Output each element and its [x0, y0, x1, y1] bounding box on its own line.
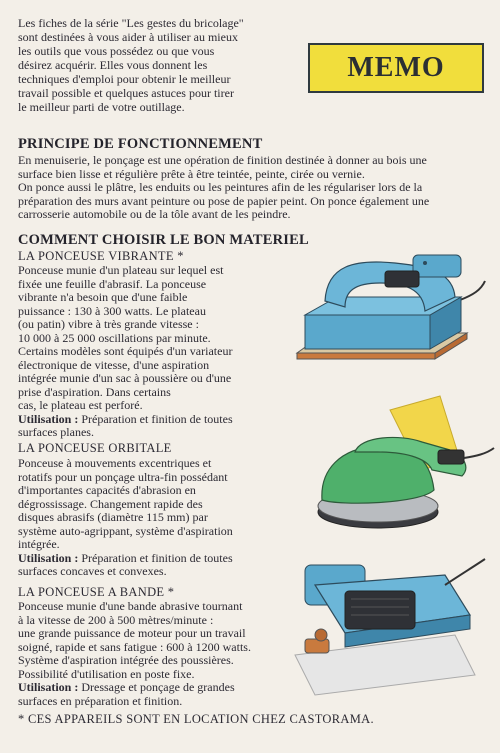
usage-text: Préparation et finition de toutes [78, 550, 233, 565]
principe-line: surface bien lisse et régulière prête à être teintée, peinte, cirée ou vernie. [18, 166, 365, 181]
vibrante-line: prise d'aspiration. Dans certains [18, 384, 171, 399]
subtitle-vibrante: LA PONCEUSE VIBRANTE * [18, 249, 184, 263]
vibrating-sander-illustration [285, 245, 490, 395]
section-title-choisir: COMMENT CHOISIR LE BON MATERIEL [18, 232, 309, 248]
section-title-principe: PRINCIPE DE FONCTIONNEMENT [18, 136, 263, 152]
usage-label: Utilisation : [18, 550, 79, 565]
principe-line: carrosserie automobile ou de la tôle avant de les peindre. [18, 207, 291, 221]
vibrante-line: fixée une feuille d'abrasif. La ponceuse [18, 276, 207, 291]
memo-label: MEMO [347, 52, 445, 83]
bande-description [18, 600, 286, 708]
principe-line: On ponce aussi le plâtre, les enduits ou les peintures afin de les régulariser lors de la [18, 180, 423, 194]
intro-line: sont destinées à vous aider à utiliser au mieux [18, 30, 238, 44]
orbitale-usage-line: surfaces concaves et convexes. [18, 564, 167, 578]
bande-usage-line: surfaces en préparation et finition. [18, 693, 183, 708]
vibrante-line: vibrante n'a besoin que d'une faible [18, 290, 188, 304]
usage-label: Utilisation : [18, 680, 79, 694]
vibrante-line: puissance : 130 à 300 watts. Le plateau [18, 303, 206, 318]
vibrante-line: Ponceuse munie d'un plateau sur lequel est [18, 263, 224, 277]
bande-line: soigné, rapide et sans fatigue : 600 à 1200 watts. [18, 639, 251, 654]
belt-sander-illustration [285, 555, 490, 705]
bande-line: Système d'aspiration intégrée des poussières. [18, 653, 234, 667]
vibrante-usage [18, 413, 268, 427]
orbitale-line: d'importantes capacités d'abrasion en [18, 483, 196, 497]
orbitale-description [18, 457, 288, 579]
bande-usage [18, 681, 286, 695]
orbitale-line: Ponceuse à mouvements excentriques et [18, 456, 212, 470]
intro-line: les outils que vous possédez ou que vous [18, 44, 215, 58]
orbitale-line: rotatifs pour un ponçage ultra-fin possédant [18, 469, 228, 484]
orbital-sander-illustration [300, 390, 495, 540]
orbitale-usage [18, 552, 288, 566]
vibrante-line: intégrée munie d'un sac à poussière ou d'une [18, 371, 232, 385]
vibrante-line: Certains modèles sont équipés d'un variateur [18, 344, 233, 358]
intro-line: techniques d'emploi pour obtenir le meilleur [18, 72, 231, 86]
bande-line: Ponceuse munie d'une bande abrasive tournant [18, 599, 243, 613]
orbitale-line: système auto-agrippant, système d'aspiration [18, 523, 233, 538]
orbitale-line: dégrossissage. Changement rapide des [18, 496, 203, 511]
usage-text: Dressage et ponçage de grandes [78, 680, 235, 694]
vibrante-line: 10 000 à 25 000 oscillations par minute. [18, 330, 211, 345]
principe-line: En menuiserie, le ponçage est une opération de finition destinée à donner au bois une [18, 153, 427, 167]
usage-label: Utilisation : [18, 411, 79, 426]
vibrante-line: électronique de vitesse, d'une aspiration [18, 357, 210, 372]
vibrante-description [18, 264, 268, 440]
intro-line: le meilleur parti de votre outillage. [18, 100, 185, 114]
intro-line: Les fiches de la série "Les gestes du bricolage" [18, 16, 244, 30]
vibrante-usage-line: surfaces planes. [18, 425, 94, 439]
bande-line: à la vitesse de 200 à 500 mètres/minute : [18, 612, 214, 627]
vibrante-line: (ou patin) vibre à très grande vitesse : [18, 317, 199, 331]
intro-line: travail possible et quelques astuces pour tirer [18, 86, 234, 100]
orbitale-line: disques abrasifs (diamètre 115 mm) par [18, 510, 208, 524]
principe-paragraph [18, 154, 488, 222]
footnote: * CES APPAREILS SONT EN LOCATION CHEZ CASTORAMA. [18, 712, 374, 726]
orbitale-line: intégrée. [18, 537, 60, 551]
vibrante-line: cas, le plateau est perforé. [18, 398, 143, 412]
intro-line: désirez acquérir. Elles vous donnent les [18, 58, 208, 72]
principe-line: préparation des murs avant peinture ou pose de papier peint. On ponce également une [18, 193, 430, 208]
intro-paragraph [18, 16, 280, 114]
usage-text: Préparation et finition de toutes [78, 411, 233, 426]
memo-badge [308, 43, 484, 93]
subtitle-bande: LA PONCEUSE A BANDE * [18, 585, 175, 599]
bande-line: Possibilité d'utilisation en poste fixe. [18, 666, 195, 681]
bande-line: une grande puissance de moteur pour un travail [18, 626, 246, 640]
subtitle-orbitale: LA PONCEUSE ORBITALE [18, 441, 172, 455]
